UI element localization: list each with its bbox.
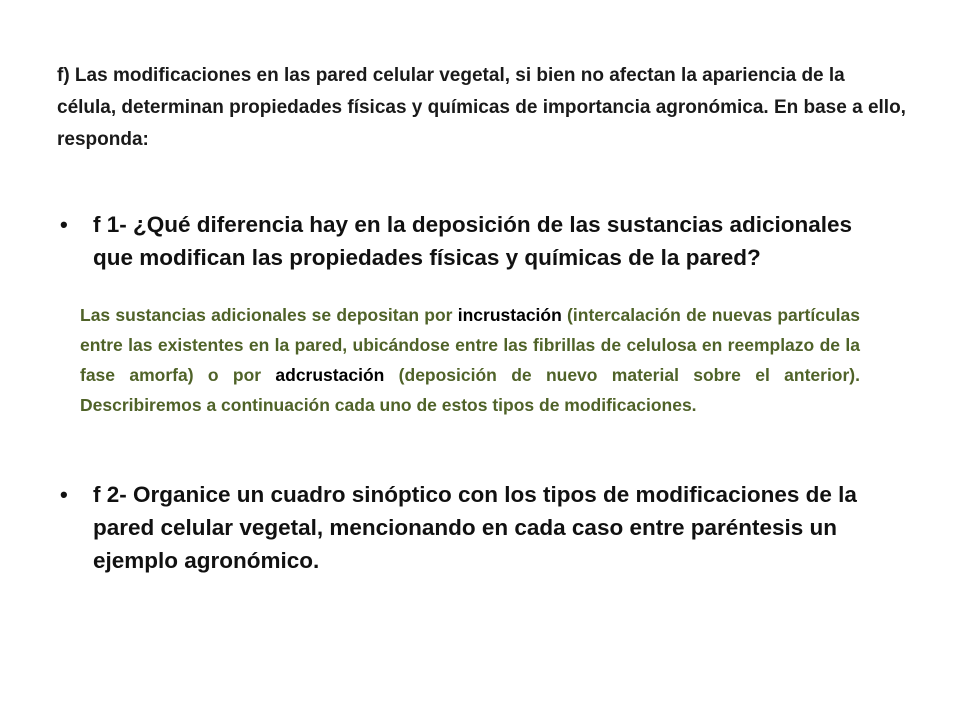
intro-paragraph: f) Las modificaciones en las pared celular vegetal, si bien no afectan la apariencia de la célula, determinan propiedades físicas y químicas de importancia agronómica. En base a ello, responda: xyxy=(57,65,906,150)
question-2-text: f 2- Organice un cuadro sinóptico con los tipos de modificaciones de la pared celular vegetal, mencionando en cada caso entre paréntesis un ejemplo agronómico. xyxy=(93,482,857,573)
answer-1-part1: Las sustancias adicionales se depositan por xyxy=(80,305,458,325)
answer-1-part2: (intercalación de nuevas partículas entre las existentes en la pared, ubicándose entre las fibrillas de celulosa en reemplazo de la fase amorfa) o por xyxy=(80,305,860,385)
question-1 xyxy=(60,208,880,274)
answer-1-paragraph xyxy=(80,300,860,420)
term-adcrustacion: adcrustación xyxy=(275,365,385,385)
question-1-text: f 1- ¿Qué diferencia hay en la deposición de las sustancias adicionales que modifican las propiedades físicas y químicas de la pared? xyxy=(93,212,853,270)
answer-1-part3: (deposición de nuevo material sobre el anterior). Describiremos a continuación cada uno de estos tipos de modificaciones. xyxy=(80,365,860,415)
bullet-icon: • xyxy=(60,212,68,237)
term-incrustacion: incrustación xyxy=(457,305,562,325)
question-2 xyxy=(60,478,880,577)
bullet-icon: • xyxy=(60,482,68,507)
